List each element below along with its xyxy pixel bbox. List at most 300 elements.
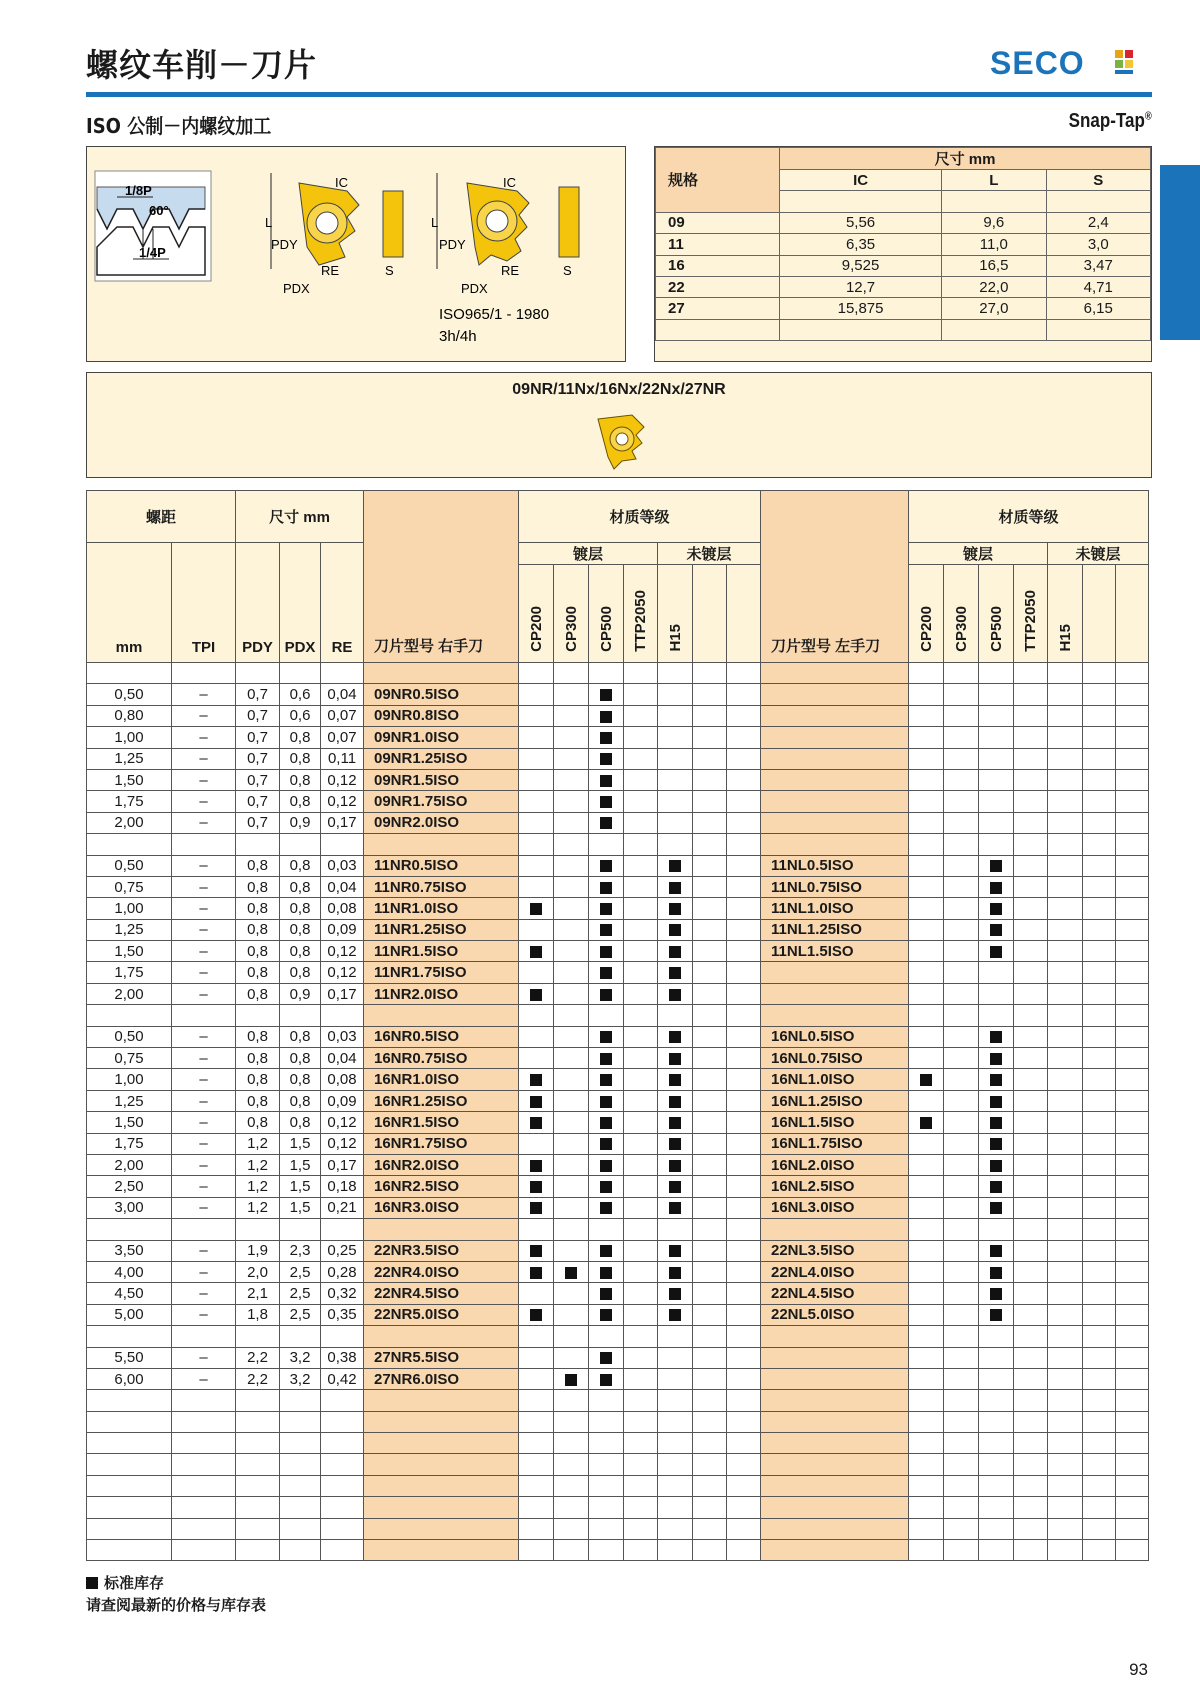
right-hand-code: 16NR0.5ISO [364, 1026, 519, 1047]
table-row [87, 1347, 1149, 1368]
left-hand-code: 11NL0.5ISO [761, 855, 909, 876]
coated-header: 镀层 [519, 543, 658, 565]
pdy-value: 0,8 [236, 1026, 280, 1047]
stock-cell [589, 876, 624, 897]
pdy-value: 0,7 [236, 812, 280, 833]
right-hand-code: 16NR3.0ISO [364, 1197, 519, 1218]
stock-marker-icon [600, 817, 612, 829]
table-row [87, 1368, 1149, 1389]
stock-cell [658, 1197, 693, 1218]
left-hand-code: 22NL4.5ISO [761, 1283, 909, 1304]
stock-marker-icon [600, 882, 612, 894]
right-hand-code: 09NR0.5ISO [364, 684, 519, 705]
right-hand-code: 22NR5.0ISO [364, 1304, 519, 1325]
stock-cell [658, 1176, 693, 1197]
pitch-header: 螺距 [87, 491, 236, 543]
spacer-row [87, 834, 1149, 855]
pdy-value: 2,2 [236, 1368, 280, 1389]
grade-cp500: CP500 [589, 565, 624, 663]
stock-marker-icon [669, 1288, 681, 1300]
pdx-value: 0,8 [280, 941, 321, 962]
spacer-row [87, 1475, 1149, 1496]
stock-marker-icon [669, 1245, 681, 1257]
stock-cell [519, 1261, 554, 1282]
pdy-value: 0,7 [236, 791, 280, 812]
re-value: 0,03 [321, 855, 364, 876]
dims-ic: 15,875 [780, 298, 942, 319]
dims-spec: 22 [656, 276, 780, 297]
pdy-value: 2,0 [236, 1261, 280, 1282]
stock-marker-icon [600, 711, 612, 723]
stock-cell [589, 791, 624, 812]
stock-marker-icon [990, 1053, 1002, 1065]
stock-cell [519, 1154, 554, 1175]
stock-marker-icon [530, 1181, 542, 1193]
pitch-mm: 2,00 [87, 1154, 172, 1175]
stock-marker-icon [669, 860, 681, 872]
left-hand-code: 16NL0.5ISO [761, 1026, 909, 1047]
dims-row [656, 255, 1151, 276]
right-hand-code: 09NR1.5ISO [364, 769, 519, 790]
left-hand-code: 22NL5.0ISO [761, 1304, 909, 1325]
stock-cell [979, 1154, 1014, 1175]
stock-cell [589, 748, 624, 769]
pitch-tpi: – [172, 748, 236, 769]
right-hand-code: 16NR1.5ISO [364, 1112, 519, 1133]
coated-header-left: 镀层 [909, 543, 1048, 565]
pdy-value: 2,1 [236, 1283, 280, 1304]
stock-marker-icon [600, 1267, 612, 1279]
stock-marker-icon [990, 1245, 1002, 1257]
stock-cell [589, 983, 624, 1004]
pitch-mm: 1,25 [87, 748, 172, 769]
stock-marker-icon [669, 1031, 681, 1043]
stock-cell [589, 1176, 624, 1197]
dims-ic: 9,525 [780, 255, 942, 276]
stock-cell [589, 1112, 624, 1133]
insert-diagram [87, 147, 627, 363]
pitch-mm: 5,50 [87, 1347, 172, 1368]
stock-marker-icon [565, 1267, 577, 1279]
stock-cell [979, 941, 1014, 962]
stock-cell [979, 919, 1014, 940]
stock-marker-icon [990, 1096, 1002, 1108]
stock-marker-icon [600, 1096, 612, 1108]
stock-marker-icon [600, 967, 612, 979]
grade-header-right: 材质等级 [519, 491, 761, 543]
pdx-value: 2,5 [280, 1304, 321, 1325]
stock-marker-icon [600, 1160, 612, 1172]
stock-cell [589, 769, 624, 790]
pdy-value: 0,8 [236, 1112, 280, 1133]
label-re-2: RE [501, 263, 520, 278]
dims-ic: 12,7 [780, 276, 942, 297]
table-row [87, 1133, 1149, 1154]
stock-cell [519, 1069, 554, 1090]
spacer-row [87, 1518, 1149, 1539]
pitch-tpi: – [172, 919, 236, 940]
grade-cp200: CP200 [519, 565, 554, 663]
stock-cell [979, 1283, 1014, 1304]
insert-drawing-large [431, 173, 579, 296]
stock-cell [589, 1304, 624, 1325]
stock-marker-icon [530, 1202, 542, 1214]
pitch-mm: 1,50 [87, 941, 172, 962]
stock-marker-icon [990, 1181, 1002, 1193]
stock-cell [589, 1283, 624, 1304]
spacer-row [87, 1454, 1149, 1475]
re-value: 0,17 [321, 1154, 364, 1175]
stock-cell [979, 1069, 1014, 1090]
table-row [87, 898, 1149, 919]
pitch-mm: 1,75 [87, 962, 172, 983]
stock-marker-icon [990, 903, 1002, 915]
pitch-tpi: – [172, 1069, 236, 1090]
insert-type-panel [86, 372, 1152, 478]
stock-marker-icon [530, 1096, 542, 1108]
table-row [87, 876, 1149, 897]
left-hand-code: 16NL0.75ISO [761, 1048, 909, 1069]
grade-cp300-left: CP300 [944, 565, 979, 663]
stock-marker-icon [669, 1096, 681, 1108]
stock-marker-icon [600, 1053, 612, 1065]
right-hand-code: 27NR5.5ISO [364, 1347, 519, 1368]
grade-ttp2050-left: TTP2050 [1014, 565, 1048, 663]
pitch-mm: 1,50 [87, 769, 172, 790]
stock-marker-icon [669, 882, 681, 894]
stock-marker-icon [530, 946, 542, 958]
page-number: 93 [1129, 1660, 1148, 1679]
dims-spec: 11 [656, 234, 780, 255]
stock-marker-icon [990, 946, 1002, 958]
right-hand-code: 16NR2.0ISO [364, 1154, 519, 1175]
label-l: L [265, 215, 273, 230]
left-hand-code: 22NL3.5ISO [761, 1240, 909, 1261]
pitch-tpi: – [172, 1048, 236, 1069]
stock-marker-icon [600, 903, 612, 915]
pdy-value: 1,2 [236, 1176, 280, 1197]
pdy-value: 2,2 [236, 1347, 280, 1368]
pitch-tpi: – [172, 1133, 236, 1154]
stock-marker-icon [600, 1031, 612, 1043]
pitch-mm: 1,00 [87, 898, 172, 919]
mm-header: mm [87, 543, 172, 663]
grade-cp200-left: CP200 [909, 565, 944, 663]
re-value: 0,04 [321, 1048, 364, 1069]
pitch-mm: 2,50 [87, 1176, 172, 1197]
stock-cell [589, 1048, 624, 1069]
pitch-mm: 0,50 [87, 1026, 172, 1047]
stock-cell [658, 1154, 693, 1175]
right-hand-code: 11NR1.5ISO [364, 941, 519, 962]
dims-s: 2,4 [1046, 212, 1150, 233]
pdy-value: 0,8 [236, 941, 280, 962]
stock-marker-icon [600, 989, 612, 1001]
spacer-row [87, 1005, 1149, 1026]
stock-cell [589, 1240, 624, 1261]
pdx-value: 0,8 [280, 962, 321, 983]
spacer-row [87, 1219, 1149, 1240]
left-hand-code: 16NL1.0ISO [761, 1069, 909, 1090]
left-hand-code: 16NL2.5ISO [761, 1176, 909, 1197]
pdy-value: 0,7 [236, 705, 280, 726]
stock-marker-icon [669, 1138, 681, 1150]
pdy-value: 0,8 [236, 1069, 280, 1090]
stock-cell [554, 1368, 589, 1389]
stock-cell [589, 898, 624, 919]
stock-marker-icon [565, 1374, 577, 1386]
svg-text:SECO: SECO [990, 45, 1085, 80]
stock-marker-icon [990, 860, 1002, 872]
stock-cell [519, 1304, 554, 1325]
insert-icon [592, 411, 648, 471]
pitch-mm: 2,00 [87, 983, 172, 1004]
right-hand-code: 11NR0.5ISO [364, 855, 519, 876]
pdx-value: 0,8 [280, 1026, 321, 1047]
grade-ttp2050: TTP2050 [624, 565, 658, 663]
stock-marker-icon [530, 989, 542, 1001]
right-hand-code: 11NR2.0ISO [364, 983, 519, 1004]
pdx-value: 0,8 [280, 876, 321, 897]
stock-cell [589, 812, 624, 833]
pdx-value: 0,8 [280, 748, 321, 769]
stock-cell [658, 962, 693, 983]
re-value: 0,18 [321, 1176, 364, 1197]
stock-cell [658, 983, 693, 1004]
stock-cell [589, 1197, 624, 1218]
right-hand-code: 09NR1.25ISO [364, 748, 519, 769]
stock-cell [589, 1026, 624, 1047]
pdx-value: 1,5 [280, 1197, 321, 1218]
pitch-tpi: – [172, 1197, 236, 1218]
uncoated-header: 未镀层 [658, 543, 761, 565]
right-hand-code: 22NR4.5ISO [364, 1283, 519, 1304]
dims-l: 27,0 [942, 298, 1046, 319]
pitch-mm: 0,80 [87, 705, 172, 726]
right-hand-code: 11NR1.0ISO [364, 898, 519, 919]
re-value: 0,04 [321, 684, 364, 705]
stock-marker-icon [669, 1202, 681, 1214]
pitch-tpi: – [172, 855, 236, 876]
table-row [87, 748, 1149, 769]
table-row [87, 1197, 1149, 1218]
spacer-row [87, 1326, 1149, 1347]
pitch-mm: 6,00 [87, 1368, 172, 1389]
stock-cell [589, 1368, 624, 1389]
re-value: 0,28 [321, 1261, 364, 1282]
stock-marker-icon [530, 1160, 542, 1172]
stock-marker-icon [669, 1053, 681, 1065]
stock-cell [589, 1154, 624, 1175]
table-row [87, 962, 1149, 983]
stock-marker-icon [600, 1245, 612, 1257]
page-title: 螺纹车削－刀片 [86, 46, 318, 84]
stock-cell [979, 1090, 1014, 1111]
right-hand-code: 11NR1.75ISO [364, 962, 519, 983]
stock-marker-icon [990, 1202, 1002, 1214]
table-row [87, 1090, 1149, 1111]
pdx-value: 0,8 [280, 727, 321, 748]
table-row [87, 855, 1149, 876]
spacer-row [87, 1497, 1149, 1518]
stock-marker-icon [600, 1309, 612, 1321]
table-row [87, 812, 1149, 833]
dims-row [656, 212, 1151, 233]
stock-marker-icon [600, 860, 612, 872]
spacer-row [87, 1411, 1149, 1432]
stock-marker-icon [990, 1309, 1002, 1321]
stock-cell [979, 1240, 1014, 1261]
dims-row [656, 276, 1151, 297]
stock-cell [589, 1090, 624, 1111]
stock-marker-icon [669, 1309, 681, 1321]
stock-cell [519, 1176, 554, 1197]
iso-standard: ISO965/1 - 1980 [439, 306, 550, 323]
stock-marker-icon [600, 753, 612, 765]
registered-mark: ® [1145, 110, 1152, 123]
stock-marker-icon [990, 1288, 1002, 1300]
stock-cell [979, 876, 1014, 897]
insert-drawing-small [265, 173, 403, 296]
pdy-value: 0,8 [236, 983, 280, 1004]
stock-marker-icon [600, 1074, 612, 1086]
re-value: 0,17 [321, 812, 364, 833]
right-hand-code: 09NR1.0ISO [364, 727, 519, 748]
pitch-tpi: – [172, 705, 236, 726]
spacer-row [87, 1390, 1149, 1411]
stock-marker-icon [669, 946, 681, 958]
right-hand-code: 16NR1.25ISO [364, 1090, 519, 1111]
stock-marker-icon [600, 1202, 612, 1214]
stock-marker-icon [530, 1074, 542, 1086]
stock-cell [979, 1176, 1014, 1197]
pdy-value: 1,8 [236, 1304, 280, 1325]
stock-cell [658, 1261, 693, 1282]
grade-cp500-left: CP500 [979, 565, 1014, 663]
dims-l: 9,6 [942, 212, 1046, 233]
stock-cell [589, 1261, 624, 1282]
spec-header: 规格 [656, 148, 780, 213]
right-hand-code: 27NR6.0ISO [364, 1368, 519, 1389]
right-hand-code: 11NR0.75ISO [364, 876, 519, 897]
table-row [87, 684, 1149, 705]
profile-p14: 1/4P [139, 245, 166, 260]
pdx-value: 0,6 [280, 684, 321, 705]
table-body [87, 663, 1149, 1561]
re-value: 0,03 [321, 1026, 364, 1047]
pitch-tpi: – [172, 1026, 236, 1047]
table-row [87, 1069, 1149, 1090]
stock-cell [589, 1069, 624, 1090]
brand-text: Snap-Tap [1068, 110, 1146, 132]
dims-spec: 09 [656, 212, 780, 233]
stock-cell [589, 1347, 624, 1368]
left-hand-code: 11NL1.0ISO [761, 898, 909, 919]
stock-marker-icon [600, 946, 612, 958]
stock-marker-icon [990, 1117, 1002, 1129]
dims-mm-header: 尺寸 mm [236, 491, 364, 543]
re-value: 0,12 [321, 1133, 364, 1154]
col-ic: IC [780, 170, 942, 191]
legend [86, 1572, 266, 1616]
pitch-mm: 1,75 [87, 1133, 172, 1154]
re-value: 0,12 [321, 962, 364, 983]
pitch-tpi: – [172, 1090, 236, 1111]
pdx-header: PDX [280, 543, 321, 663]
thread-profile-diagram [95, 171, 211, 281]
stock-marker-icon [600, 796, 612, 808]
label-s: S [385, 263, 394, 278]
pitch-tpi: – [172, 812, 236, 833]
tpi-header: TPI [172, 543, 236, 663]
pdx-value: 0,6 [280, 705, 321, 726]
pdx-value: 0,8 [280, 1048, 321, 1069]
pitch-mm: 0,75 [87, 876, 172, 897]
stock-marker-icon [669, 1117, 681, 1129]
label-ic-2: IC [503, 175, 516, 190]
pdx-value: 2,5 [280, 1283, 321, 1304]
re-value: 0,21 [321, 1197, 364, 1218]
re-value: 0,12 [321, 769, 364, 790]
stock-marker-icon [86, 1577, 98, 1589]
col-l: L [942, 170, 1046, 191]
stock-marker-icon [669, 924, 681, 936]
label-s-2: S [563, 263, 572, 278]
seco-logo [990, 44, 1150, 80]
stock-marker-icon [990, 1267, 1002, 1279]
stock-marker-icon [990, 924, 1002, 936]
right-hand-code: 16NR0.75ISO [364, 1048, 519, 1069]
pitch-tpi: – [172, 1304, 236, 1325]
re-value: 0,17 [321, 983, 364, 1004]
left-hand-code: 16NL1.25ISO [761, 1090, 909, 1111]
stock-marker-icon [600, 1138, 612, 1150]
table-row [87, 1154, 1149, 1175]
stock-marker-icon [920, 1074, 932, 1086]
table-row [87, 1283, 1149, 1304]
pdx-value: 3,2 [280, 1368, 321, 1389]
stock-marker-icon [669, 1267, 681, 1279]
pitch-mm: 4,50 [87, 1283, 172, 1304]
table-row [87, 941, 1149, 962]
stock-cell [519, 1197, 554, 1218]
side-tab [1160, 165, 1200, 340]
pdy-value: 1,9 [236, 1240, 280, 1261]
stock-marker-icon [600, 732, 612, 744]
spacer-row [87, 663, 1149, 684]
stock-cell [979, 1048, 1014, 1069]
stock-cell [658, 1283, 693, 1304]
re-value: 0,07 [321, 727, 364, 748]
pdy-value: 0,8 [236, 876, 280, 897]
stock-cell [658, 876, 693, 897]
pdx-value: 0,8 [280, 769, 321, 790]
pdx-value: 0,9 [280, 983, 321, 1004]
left-hand-code: 22NL4.0ISO [761, 1261, 909, 1282]
table-row [87, 1112, 1149, 1133]
dims-l: 22,0 [942, 276, 1046, 297]
stock-marker-icon [600, 1117, 612, 1129]
stock-cell [979, 898, 1014, 919]
pitch-tpi: – [172, 727, 236, 748]
re-value: 0,09 [321, 919, 364, 940]
stock-cell [589, 727, 624, 748]
pdy-value: 0,8 [236, 962, 280, 983]
stock-marker-icon [530, 1245, 542, 1257]
stock-cell [519, 898, 554, 919]
stock-cell [589, 855, 624, 876]
stock-cell [519, 1090, 554, 1111]
